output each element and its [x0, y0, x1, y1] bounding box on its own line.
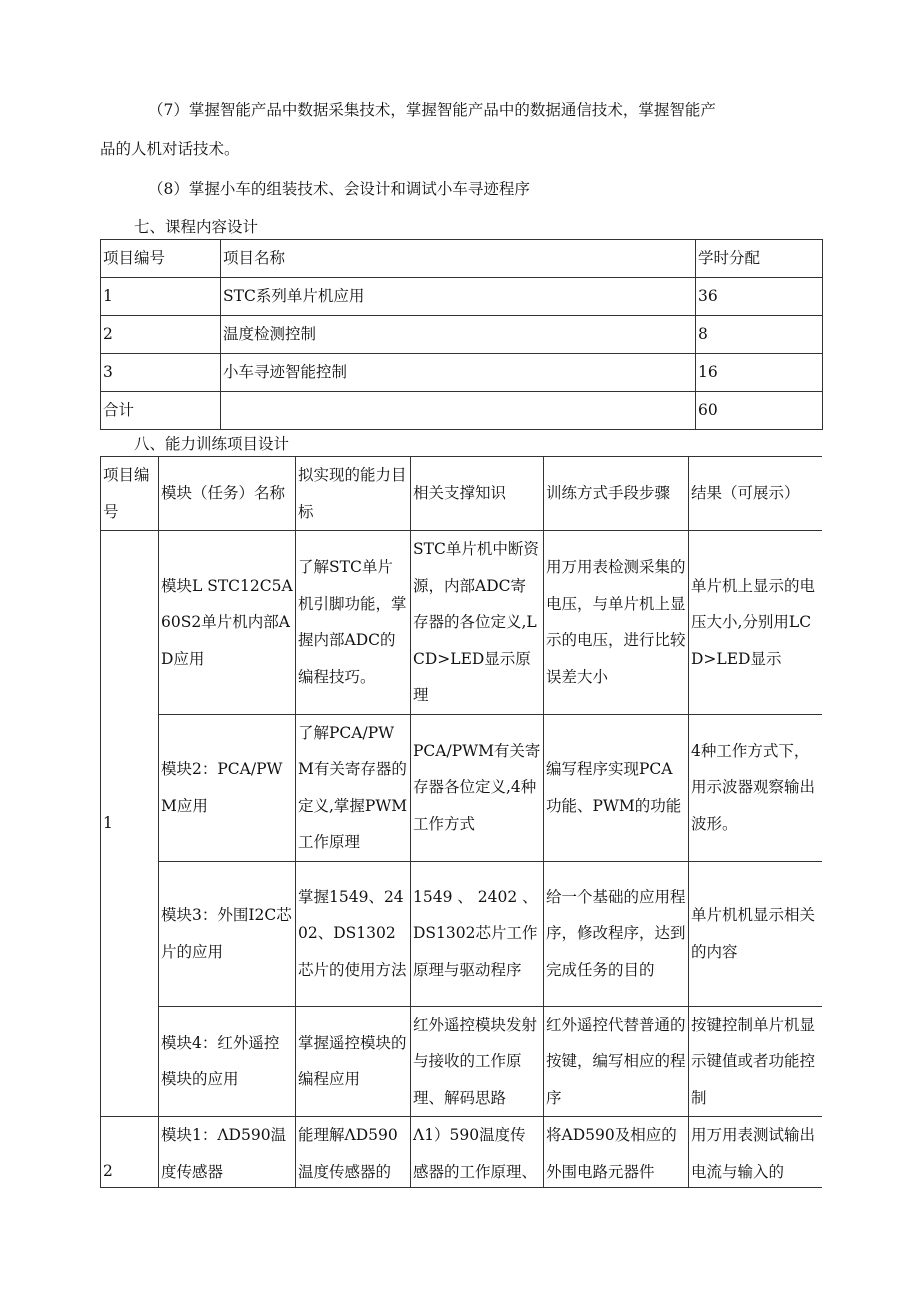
table-row — [101, 714, 823, 861]
cell: 单片机机显示相关的内容 — [689, 861, 823, 1006]
cell — [221, 392, 696, 430]
section-8-heading: 八、能力训练项目设计 — [134, 435, 290, 453]
cell: 了解PCA/PWM有关寄存器的定义,掌握PWM工作原理 — [296, 714, 411, 861]
cell: 8 — [696, 316, 823, 354]
header-cell: 项目编号 — [101, 457, 159, 531]
cell: 红外遥控代替普通的按键，编写相应的程序 — [544, 1006, 689, 1117]
header-cell: 结果（可展示） — [689, 457, 823, 531]
header-cell: 项目编号 — [101, 240, 221, 278]
cell: 给一个基础的应用程序，修改程序，达到完成任务的目的 — [544, 861, 689, 1006]
cell: 1549 、 2402 、DS1302芯片工作原理与驱动程序 — [411, 861, 544, 1006]
cell: PCA/PWM有关寄存器各位定义,4种工作方式 — [411, 714, 544, 861]
header-cell: 相关支撑知识 — [411, 457, 544, 531]
header-cell: 模块（任务）名称 — [159, 457, 296, 531]
cell: 红外遥控模块发射与接收的工作原理、解码思路 — [411, 1006, 544, 1117]
cell: 36 — [696, 278, 823, 316]
cell: 用万用表测试输出电流与输入的 — [689, 1117, 823, 1189]
project-number: 1 — [101, 531, 159, 1117]
table-row — [101, 861, 823, 1006]
cell: 2 — [101, 316, 221, 354]
paragraph-8: （8）掌握小车的组装技术、会设计和调试小车寻迹程序 — [148, 180, 530, 198]
cell: 温度检测控制 — [221, 316, 696, 354]
cell: 60 — [696, 392, 823, 430]
header-cell: 拟实现的能力目标 — [296, 457, 411, 531]
table-row — [101, 1117, 823, 1189]
cell: Λ1）590温度传感器的工作原理、 — [411, 1117, 544, 1189]
table-header-row — [101, 240, 823, 278]
header-cell: 训练方式手段步骤 — [544, 457, 689, 531]
cell: 掌握遥控模块的编程应用 — [296, 1006, 411, 1117]
table-row — [101, 354, 823, 392]
cell: 合计 — [101, 392, 221, 430]
cell: 小车寻迹智能控制 — [221, 354, 696, 392]
cell: 16 — [696, 354, 823, 392]
cell: 1 — [101, 278, 221, 316]
cell: 了解STC单片机引脚功能，掌握内部ADC的编程技巧。 — [296, 531, 411, 715]
cell: STC系列单片机应用 — [221, 278, 696, 316]
training-project-table — [100, 456, 822, 1188]
table-row-total — [101, 392, 823, 430]
cell: 将AD590及相应的外围电路元器件 — [544, 1117, 689, 1189]
cell: 模块2：PCA/PWM应用 — [159, 714, 296, 861]
course-content-table — [100, 239, 823, 430]
table-row — [101, 316, 823, 354]
table-header-row — [101, 457, 823, 531]
header-cell: 学时分配 — [696, 240, 823, 278]
header-cell: 项目名称 — [221, 240, 696, 278]
cell: 能理解ΛD590温度传感器的 — [296, 1117, 411, 1189]
table-row — [101, 531, 823, 715]
paragraph-7-line1: （7）掌握智能产品中数据采集技术，掌握智能产品中的数据通信技术，掌握智能产 — [148, 101, 716, 119]
section-7-heading: 七、课程内容设计 — [134, 218, 259, 236]
cell: 用万用表检测采集的电压，与单片机上显示的电压，进行比较误差大小 — [544, 531, 689, 715]
cell: 模块4：红外遥控模块的应用 — [159, 1006, 296, 1117]
table-row — [101, 1006, 823, 1117]
cell: 4种工作方式下，用示波器观察输出波形。 — [689, 714, 823, 861]
cell: 模块3：外围I2C芯片的应用 — [159, 861, 296, 1006]
cell: 编写程序实现PCA功能、PWM的功能 — [544, 714, 689, 861]
training-table-wrapper — [100, 456, 822, 1188]
cell: STC单片机中断资源，内部ADC寄存器的各位定义,LCD>LED显示原理 — [411, 531, 544, 715]
cell: 按键控制单片机显示键值或者功能控制 — [689, 1006, 823, 1117]
cell: 单片机上显示的电压大小,分别用LCD>LED显示 — [689, 531, 823, 715]
project-number: 2 — [101, 1117, 159, 1189]
table-row — [101, 278, 823, 316]
cell: 3 — [101, 354, 221, 392]
cell: 模块L STC12C5A60S2单片机内部AD应用 — [159, 531, 296, 715]
paragraph-7-line2: 品的人机对话技术。 — [100, 140, 240, 158]
cell: 模块1：ΛD590温度传感器 — [159, 1117, 296, 1189]
cell: 掌握1549、2402、DS1302芯片的使用方法 — [296, 861, 411, 1006]
